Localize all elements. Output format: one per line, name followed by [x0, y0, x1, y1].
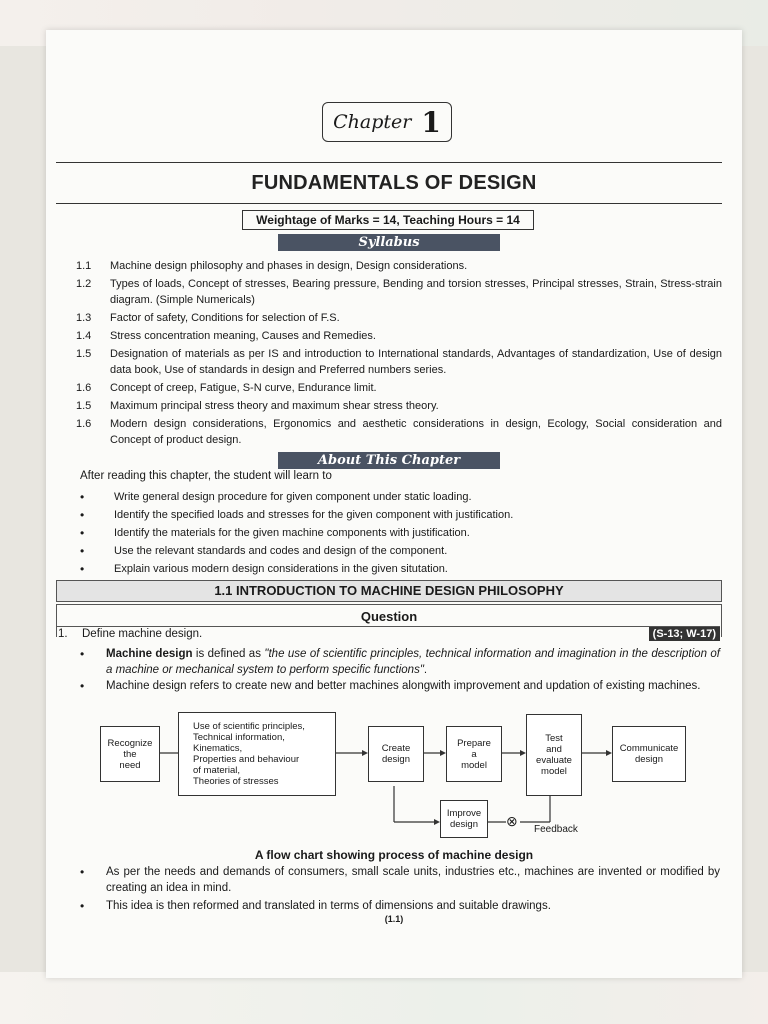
- syllabus-item: 1.3 Factor of safety, Conditions for selection of F.S.: [76, 312, 340, 324]
- flow-node-communicate: Communicate design: [612, 726, 686, 782]
- chapter-label: [322, 102, 452, 142]
- syllabus-list: [76, 258, 722, 450]
- syllabus-item: 1.5 Maximum principal stress theory and maximum shear stress theory.: [76, 400, 439, 412]
- page-title: FUNDAMENTALS OF DESIGN: [251, 172, 537, 194]
- syllabus-heading: Syllabus: [278, 234, 500, 251]
- title-rule-bottom: [56, 203, 722, 204]
- paragraph: • As per the needs and demands of consumers, small scale units, industries etc., machines are invented or modified by creating an idea in mind.: [80, 865, 720, 894]
- list-item: • Write general design procedure for given component under static loading.: [80, 490, 472, 504]
- question-number: 1.: [58, 628, 68, 640]
- flow-node-scientific-principles: Use of scientific principles, Technical information, Kinematics, Properties and behaviour of material, Theories of stresses: [178, 712, 336, 796]
- question-text: Define machine design.: [82, 628, 203, 640]
- term: Machine design: [106, 648, 193, 660]
- chapter-word: Chapter: [333, 111, 412, 133]
- syllabus-item: 1.4 Stress concentration meaning, Causes and Remedies.: [76, 330, 376, 342]
- background-bottom: [0, 972, 768, 1024]
- question-title: Question: [360, 609, 418, 624]
- flow-node-prepare-model: Prepare a model: [446, 726, 502, 782]
- about-heading: About This Chapter: [278, 452, 500, 469]
- definition-quote: "the use of scientific principles, technical information and imagination in the description of a machine or mechanical system to perform specific functions": [106, 648, 720, 676]
- syllabus-item: 1.6 Concept of creep, Fatigue, S-N curve, Endurance limit.: [76, 382, 377, 394]
- list-item: • Explain various modern design considerations in the given situtation.: [80, 562, 448, 576]
- question-row: [56, 626, 720, 643]
- syllabus-item: 1.1 Machine design philosophy and phases in design, Design considerations.: [76, 260, 468, 272]
- list-item: • Use the relevant standards and codes and design of the component.: [80, 544, 448, 558]
- chapter-number: 1: [421, 105, 441, 139]
- summing-junction-icon: ⊗: [506, 813, 518, 829]
- about-intro: After reading this chapter, the student will learn to: [80, 470, 332, 482]
- learning-outcomes: [80, 488, 726, 578]
- page-number: (1.1): [384, 914, 404, 924]
- flow-node-create-design: Create design: [368, 726, 424, 782]
- flow-node-improve-design: Improve design: [440, 800, 488, 838]
- list-item: • Identify the materials for the given machine components with justification.: [80, 526, 470, 540]
- paragraph: • Machine design refers to create new and better machines alongwith improvement and updation of existing machines.: [80, 679, 701, 693]
- flow-node-test-evaluate: Test and evaluate model: [526, 714, 582, 796]
- section-heading: 1.1 INTRODUCTION TO MACHINE DESIGN PHILOSOPHY: [56, 580, 722, 602]
- figure-caption: A flow chart showing process of machine design: [254, 848, 534, 862]
- syllabus-item: 1.6 Modern design considerations, Ergonomics and aesthetic considerations in design, Ecology, Social consideration and Concept of product design.: [76, 418, 722, 446]
- list-item: • Identify the specified loads and stresses for the given component with justification.: [80, 508, 514, 522]
- syllabus-item: 1.2 Types of loads, Concept of stresses, Bearing pressure, Bending and torsion stresses, Principal stresses, Strain, Stress-strain diagram. (Simple Numericals): [76, 278, 722, 306]
- feedback-label: Feedback: [534, 824, 578, 835]
- syllabus-item: 1.5 Designation of materials as per IS and introduction to International standards, Advantages of standardization, Use of design data book, Use of standards in design and Preferred numbers series.: [76, 348, 722, 376]
- flow-node-recognize: Recognize the need: [100, 726, 160, 782]
- exam-tag: (S-13; W-17): [649, 627, 720, 641]
- document-page: [46, 30, 742, 978]
- definition-paragraph: • Machine design is defined as "the use of scientific principles, technical information and imagination in the description of a machine or mechanical system to perform specific functions".: [80, 647, 720, 676]
- weightage-box: Weightage of Marks = 14, Teaching Hours = 14: [242, 210, 534, 230]
- title-rule-top: [56, 162, 722, 163]
- paragraph: • This idea is then reformed and translated in terms of dimensions and suitable drawings.: [80, 899, 551, 913]
